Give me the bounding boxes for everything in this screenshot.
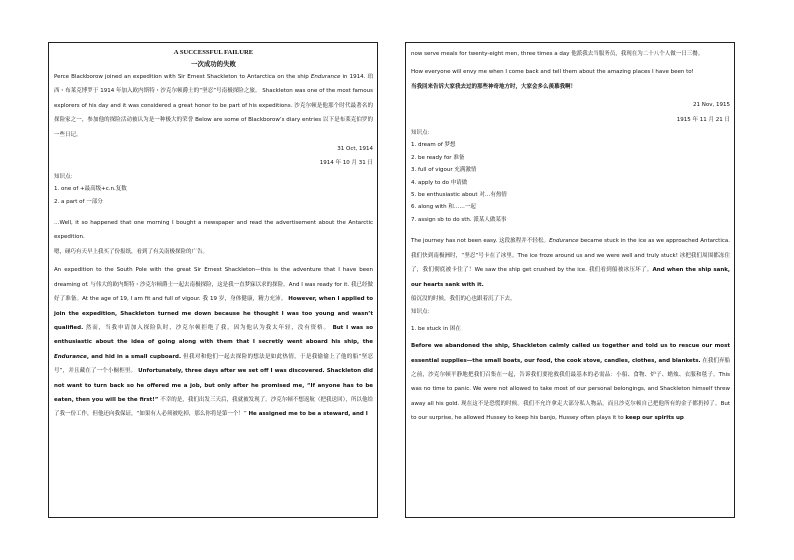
bold-span: However, when I applied to join the expedition, Shackleton turned me down because he thought I was too young and wasn’t qualified. xyxy=(54,296,373,331)
bold-span: keep our spirits up xyxy=(625,415,684,422)
diary-date-en: 31 Oct, 1914 xyxy=(337,146,373,153)
text-span: 在我们弃船之前，沙克尔顿平静地把我们召集在一起，告诉我们要抢救我们最基本的必需品：小船、食物、炉子、蜡烛、衣服和毯子。This was no time to panic. We were not allowed to take most of our personal belongings, and Shackleton himself threw away all his gold. 现在这不是恐慌的时候。我们不允许拿走大部分私人物品，而且沙克尔顿自己把他所有的金子都扔掉了。But to our surprise, he allowed Hussey to keep his banjo, Hussey often plays it to xyxy=(411,357,730,422)
knowledge-heading: 知识点： xyxy=(411,309,434,316)
title-english: A SUCCESSFUL FAILURE xyxy=(173,49,254,56)
knowledge-item: 2. be ready for 准备 xyxy=(411,154,465,161)
left-page xyxy=(48,42,378,518)
knowledge-heading: 知识点： xyxy=(411,130,434,137)
serve-meals-paragraph: now serve meals for twenty-eight men, three times a day 他派我去当服务员，我现在为二十八个人做一日三餐。 xyxy=(411,51,704,57)
knowledge-item: 5. be enthusiastic about 对…有热情 xyxy=(411,192,507,199)
newspaper-paragraph: …Well, it so happened that one morning I bought a newspaper and read the advertisement about the Antarctic expedition. xyxy=(54,220,373,241)
expedition-paragraph xyxy=(54,263,373,421)
knowledge-item: 1. one of +最高级+c.n.复数 xyxy=(54,186,127,193)
ship-name: Endurance xyxy=(54,353,87,360)
diary-date-en: 21 Nov, 1915 xyxy=(693,102,730,109)
bold-span: Unfortunately, three days after we set off I was discovered. Shackleton did not want to turn back so he offered me a job, but only after he promised me, “If anyone has to be eaten, then you will be the first!” xyxy=(54,368,373,403)
right-page xyxy=(405,42,735,518)
title-chinese: 一次成功的失败 xyxy=(191,60,236,68)
newspaper-paragraph-cn: 嗯，碰巧有天早上我买了份报纸，看到了有关南极探险的广告。 xyxy=(54,248,209,255)
bold-span: Before we abandoned the ship, Shackleton calmly called us together and told us to rescue our most essential supplies—the small boats, our food, the cook stove, candles, clothes, and blankets. xyxy=(411,343,730,364)
text-span: 但我对和他们一起去探险的想法是如此热情，于是我偷偷上了他的船“坚忍号”，并且藏在了一个小橱柜里。 xyxy=(54,353,373,375)
bold-span: , and hid in a small cupboard. xyxy=(86,353,182,360)
envy-paragraph-cn: 当我回来告诉大家我去过的那些神奇地方时，大家会多么羡慕我啊！ xyxy=(411,83,577,90)
knowledge-item: 6. along with 和……一起 xyxy=(411,204,476,211)
knowledge-item: 4. apply to do 申请做 xyxy=(411,179,468,186)
knowledge-item: 3. full of vigour 充满激情 xyxy=(411,167,477,174)
knowledge-item: 2. a part of 一部分 xyxy=(54,198,103,205)
bold-span: He assigned me to be a steward, and I xyxy=(248,411,368,418)
knowledge-item: 7. assign sb to do sth. 派某人做某事 xyxy=(411,216,507,223)
intro-paragraph xyxy=(54,70,373,142)
journey-paragraph-cn: 船沉没的时候，我们的心也跟着沉了下去。 xyxy=(411,295,516,302)
knowledge-item: 1. be stuck in 困在 xyxy=(411,325,461,332)
bold-span: But I was so enthusiastic about the idea of going along with them that I secretly went aboard his ship, the xyxy=(54,324,373,346)
intro-text-2: in 1914. 珀西・布莱克博罗于 1914 年加入欧内斯特・沙克尔顿爵士的“坚忍”号南极探险之旅。 Shackleton was one of the most famous explorers of his day and it was considered a great honor to be part of his expeditions. 沙克尔顿是他那个时代最著名的探险家之一，参加他的探险活动被认为是一种极大的荣誉 Below are some of Blackborow’s diary entries 以下是布莱克伯罗的一些日记。 xyxy=(54,74,373,138)
knowledge-heading: 知识点： xyxy=(54,173,77,180)
text-span: 然而，当我申请加入探险队时，沙克尔顿拒绝了我，因为他认为我太年轻，没有资格。 xyxy=(83,324,333,331)
journey-paragraph xyxy=(411,234,730,292)
bold-span: And when the ship sank, our hearts sank with it. xyxy=(411,267,730,288)
diary-date-cn: 1914 年 10 月 31 日 xyxy=(319,160,373,167)
text-span: The journey has not been easy. 这段旅程并不轻松。 xyxy=(411,238,550,245)
text-span: became stuck in the ice as we approached Antarctica. 我们快到南极洲时，“坚忍”号卡在了冰里。The ice froze around us and we were well and truly stuck! 冰把我们周围都冻住了，我们彻底被卡住了！We saw the ship get crushed by the ice. 我们看到船被冰压坏了。 xyxy=(411,238,731,274)
abandon-ship-paragraph xyxy=(411,339,730,425)
diary-date-cn: 1915 年 11 月 21 日 xyxy=(676,116,730,123)
envy-paragraph: How everyone will envy me when I come back and tell them about the amazing places I have been to! xyxy=(411,69,694,76)
knowledge-item: 1. dream of 梦想 xyxy=(411,142,456,149)
ship-name: Endurance xyxy=(310,74,341,80)
text-span: 不幸的是，我们出发三天后，我就被发现了。沙克尔顿不想返航（把我送回），所以他给了我一份工作，但他还向我保证，“如果有人必须被吃掉，那么你将是第一个！” xyxy=(54,396,373,418)
intro-text-1: Perce Blackborow joined an expedition with Sir Ernest Shackleton to Antarctica on the ship xyxy=(54,74,311,80)
text-span: An expedition to the South Pole with the great Sir Ernest Shackleton—this is the adventure that I have been dreaming of. 与伟大的欧内斯特・沙克尔顿爵士一起去南极探险，这是我一直梦寐以求的探险。And I was ready for it. 我已经做好了准备。At the age of 19, I am fit and full of vigour. 我 19 岁，身体健康，精力充沛。 xyxy=(54,267,373,303)
ship-name: Endurance xyxy=(549,238,579,245)
